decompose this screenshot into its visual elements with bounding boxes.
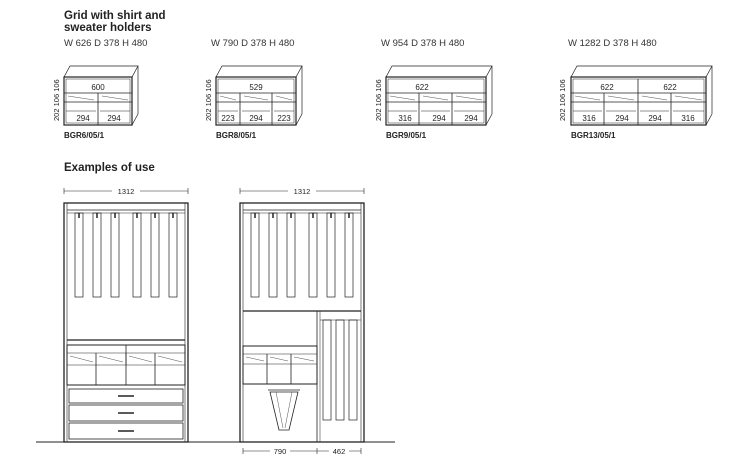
unit-4-side-label: 202 106 106 [558, 79, 567, 121]
unit-1-bottom-label-1: 294 [76, 114, 90, 123]
unit-4-top-label-1: 622 [600, 83, 614, 92]
unit-2-top-label: 529 [249, 83, 263, 92]
unit-3-code: BGR9/05/1 [386, 131, 427, 140]
unit-1-dimensions: W 626 D 378 H 480 [64, 38, 148, 49]
unit-2-side-label: 202 106 106 [204, 79, 213, 121]
section-title-grid: Grid with shirt and sweater holders [64, 10, 166, 34]
unit-3-top-label: 622 [415, 83, 429, 92]
unit-2-bottom-label-1: 223 [221, 114, 235, 123]
unit-2-code: BGR8/05/1 [216, 131, 257, 140]
section-title-examples: Examples of use [64, 162, 155, 174]
unit-3-bottom-label-2: 294 [432, 114, 446, 123]
unit-1-bottom-label-2: 294 [107, 114, 121, 123]
unit-4-code: BGR13/05/1 [571, 131, 616, 140]
unit-3-bottom-label-1: 316 [398, 114, 412, 123]
unit-3-side-label: 202 106 106 [374, 79, 383, 121]
unit-4-bottom-label-3: 294 [648, 114, 662, 123]
unit-4-bottom-label-1: 316 [582, 114, 596, 123]
unit-2-bottom-label-3: 223 [277, 114, 291, 123]
unit-2-bottom-label-2: 294 [249, 114, 263, 123]
unit-4-bottom-label-2: 294 [615, 114, 629, 123]
unit-4-dimensions: W 1282 D 378 H 480 [568, 38, 657, 49]
wardrobe-2-right-width-label: 462 [332, 447, 346, 456]
unit-1-side-label: 202 106 106 [52, 79, 61, 121]
unit-2-dimensions: W 790 D 378 H 480 [211, 38, 295, 49]
unit-4-bottom-label-4: 316 [681, 114, 695, 123]
unit-3-dimensions: W 954 D 378 H 480 [381, 38, 465, 49]
wardrobe-2-width-label: 1312 [293, 187, 311, 196]
unit-4-top-label-2: 622 [663, 83, 677, 92]
unit-1-code: BGR6/05/1 [64, 131, 105, 140]
wardrobe-1-width-label: 1312 [117, 187, 135, 196]
unit-3-bottom-label-3: 294 [464, 114, 478, 123]
unit-1-top-label: 600 [91, 83, 105, 92]
wardrobe-2-left-width-label: 790 [273, 447, 287, 456]
